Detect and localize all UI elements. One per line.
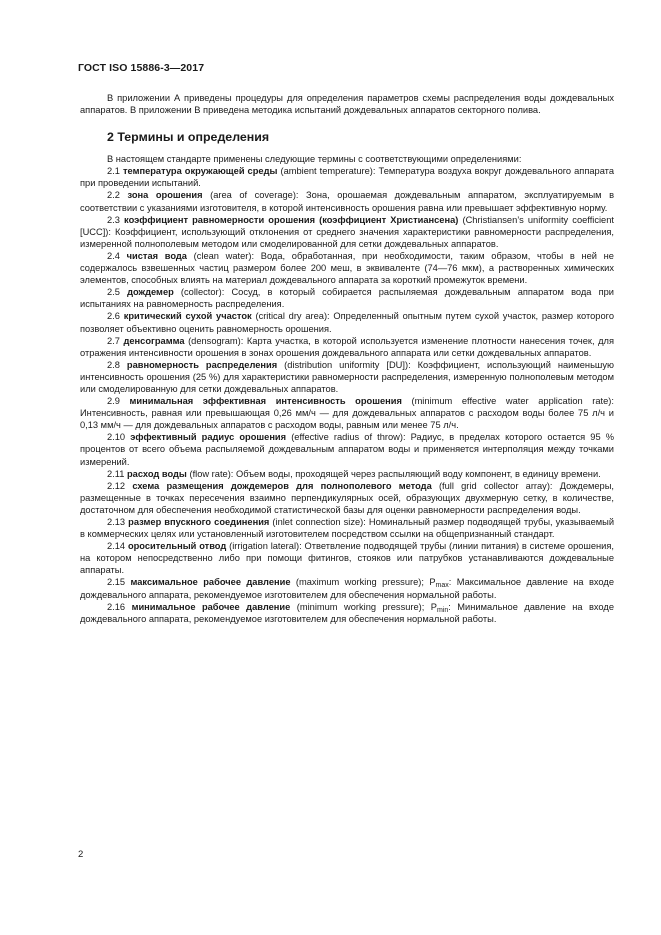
- intro-paragraph: В приложении А приведены процедуры для определения параметров схемы распределения воды дождевальных аппаратов. В приложении В приведена методика испытаний дождевальных аппаратов секторного полива.: [80, 93, 614, 116]
- term-2-14: 2.14 оросительный отвод (irrigation lateral): Ответвление подводящей трубы (линии питания) в системе орошения, на котором непосредственно либо при помощи фитингов, стояков или патрубков устанавливаются дождевальные аппараты.: [80, 541, 614, 576]
- term-2-13: 2.13 размер впускного соединения (inlet connection size): Номинальный размер подводящей трубы, указываемый в коммерческих целях или установленный изготовителем посредством ссылки на общепризнанный стандарт.: [80, 517, 615, 540]
- term-2-3: 2.3 коэффициент равномерности орошения (коэффициент Христиансена) (Christiansen’s uniformity coefficient [UCC]): Коэффициент, использующий отклонения от среднего значения характеристики равномерности распределения, измеренной полнополевым методом или смоделированной для сетки дождевальных аппаратов.: [80, 214, 614, 249]
- term-2-2: 2.2 зона орошения (area of coverage): Зона, орошаемая дождевальным аппаратом, эксплуатируемым в соответствии с указаниями изготовителя, в которой интенсивность орошения равна или превышает эффективную норму.: [80, 190, 615, 213]
- term-2-10: 2.10 эффективный радиус орошения (effective radius of throw): Радиус, в пределах которого остается 95 % процентов от всего объема распыляемой дождевальным аппаратом воды и применяется интерполяция между точками измерений.: [80, 432, 614, 467]
- term-2-9: 2.9 минимальная эффективная интенсивность орошения (minimum effective water application rate): Интенсивность, равная или превышающая 0,26 мм/ч — для дождевальных аппаратов с расходом воды более 75 л/ч и 0,13 мм/ч — для дождевальных аппаратов с расходом воды, равным или менее 75 л/ч.: [80, 396, 614, 431]
- standard-header: ГОСТ ISO 15886-3—2017: [78, 62, 205, 74]
- term-2-1: 2.1 температура окружающей среды (ambient temperature): Температура воздуха вокруг дождевального аппарата при проведении испытаний.: [80, 166, 614, 189]
- term-2-15: 2.15 максимальное рабочее давление (maximum working pressure); $P_{max}$: Максимальное давление на входе дождевального аппарата, рекомендуемое изготовителем для обеспечения нормальной работы.: [80, 577, 614, 600]
- term-2-4: 2.4 чистая вода (clean water): Вода, обработанная, при необходимости, таким образом, чтобы в ней не содержалось взвешенных частиц размером более 200 меш, в эквиваленте (74—76 мкм), а растворенных химических элементов, способных влиять на материал дождевального аппарата за короткий промежуток времени.: [80, 250, 614, 286]
- term-2-5: 2.5 дождемер (collector): Сосуд, в который собирается распыляемая дождевальным аппаратом вода при испытаниях на равномерность распределения.: [80, 287, 614, 310]
- term-2-7: 2.7 денсограмма (densogram): Карта участка, в которой используется изменение плотности нанесения точек, для отражения интенсивности орошения в зонах орошения дождевального аппарата или сетки дождевальных аппаратов.: [80, 335, 614, 358]
- term-2-8: 2.8 равномерность распределения (distribution uniformity [DU]): Коэффициент, использующий наименьшую интенсивность орошения (25 %) для характеристики равномерности распределения, измеренную полнополевым методом или смоделированную для сетки дождевальных аппаратов.: [80, 359, 614, 394]
- section-title: 2 Термины и определения: [107, 130, 270, 145]
- page-number: 2: [78, 849, 84, 860]
- term-2-6: 2.6 критический сухой участок (critical dry area): Определенный опытным путем сухой участок, размер которого позволяет объективно оценить равномерность орошения.: [80, 311, 614, 334]
- page-content: [80, 92, 614, 625]
- term-2-16: 2.16 минимальное рабочее давление (minimum working pressure); $P_{min}$: Минимальное давление на входе дождевального аппарата, рекомендуемое изготовителем для обеспечения нормальной работы.: [80, 601, 614, 624]
- term-2-11: 2.11 расход воды (flow rate): Объем воды, проходящей через распыляющий воду компонент, в единицу времени.: [107, 468, 601, 479]
- section-lead: В настоящем стандарте применены следующие термины с соответствующими определениями:: [107, 154, 522, 165]
- term-2-12: 2.12 схема размещения дождемеров для полнополевого метода (full grid collector array): Дождемеры, размещенные в точках пересечения взаимно перпендикулярных осей, образующих двухмерную сетку, в количестве, достаточном для обеспечения необходимой статистической базы для оценки равномерности распределения воды.: [80, 480, 614, 515]
